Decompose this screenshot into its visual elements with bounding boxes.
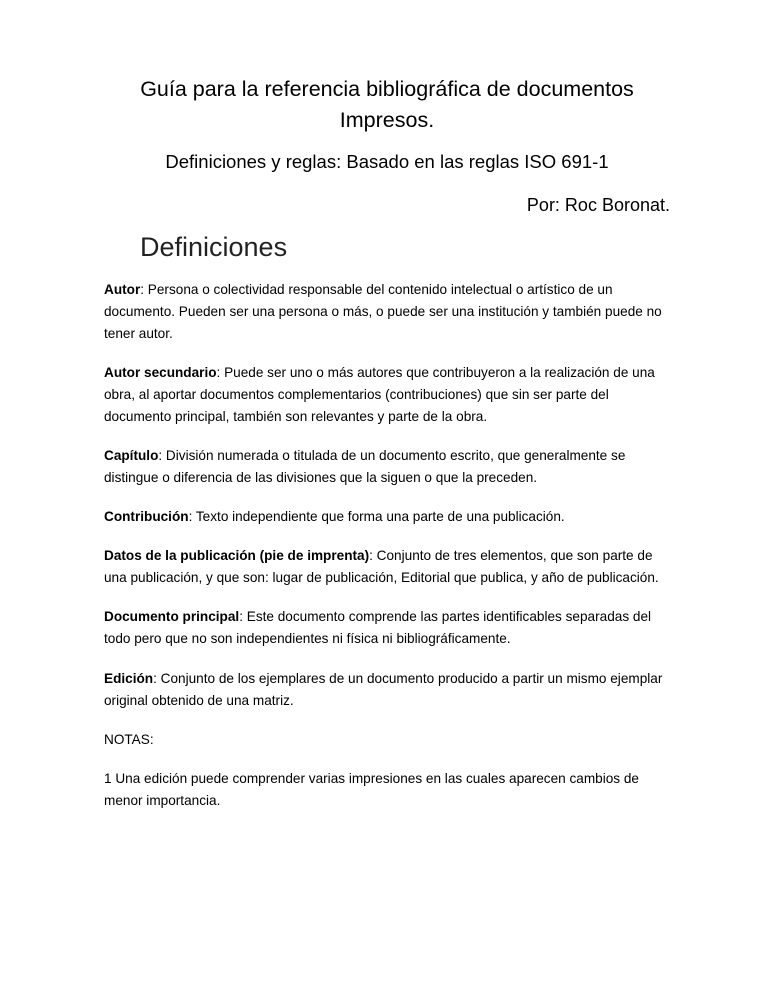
- definition-term: Edición: [104, 670, 154, 686]
- definition-entry: [104, 506, 670, 528]
- definition-text: : Este documento comprende las partes identificables separadas del todo pero que no son independientes ni física ni bibliográficamente.: [104, 609, 652, 647]
- definition-entry: [104, 445, 670, 489]
- definition-entry: [104, 362, 670, 428]
- definition-text: : Conjunto de los ejemplares de un documento producido a partir un mismo ejemplar original obtenido de una matriz.: [104, 670, 663, 708]
- notes-label: [104, 729, 670, 751]
- definition-text: : Texto independiente que forma una parte de una publicación.: [188, 509, 565, 525]
- definition-entry: [104, 545, 670, 589]
- section-heading-definiciones: Definiciones: [140, 232, 288, 263]
- definition-term: Documento principal: [104, 609, 240, 625]
- definition-text: : Puede ser uno o más autores que contribuyeron a la realización de una obra, al aportar documentos complementarios (contribuciones) que sin ser parte del documento principal, también son relevantes y parte de la obra.: [104, 365, 655, 425]
- note-item: [104, 768, 670, 812]
- definition-term: Contribución: [104, 509, 189, 525]
- definition-term: Capítulo: [104, 448, 159, 464]
- definition-term: Autor secundario: [104, 365, 217, 381]
- page-subtitle: Definiciones y reglas: Basado en las reglas ISO 691-1: [165, 151, 609, 173]
- definition-entry: [104, 279, 670, 345]
- definition-term: Autor: [104, 282, 141, 298]
- page-title: Guía para la referencia bibliográfica de documentos Impresos.: [140, 77, 634, 132]
- definition-text: : Persona o colectividad responsable del contenido intelectual o artístico de un documento. Pueden ser una persona o más, o puede ser una institución y también puede no tener autor.: [104, 282, 662, 342]
- definition-entry: [104, 668, 670, 712]
- definition-entry: [104, 606, 670, 650]
- definition-term: Datos de la publicación (pie de imprenta): [104, 548, 370, 564]
- definition-text: : División numerada o titulada de un documento escrito, que generalmente se distingue o diferencia de las divisiones que la siguen o que la preceden.: [104, 448, 626, 486]
- notes-label-text: NOTAS:: [104, 731, 154, 747]
- author-byline: Por: Roc Boronat.: [526, 195, 670, 216]
- note-item-text: 1 Una edición puede comprender varias impresiones en las cuales aparecen cambios de menor importancia.: [104, 770, 639, 808]
- definition-text: : Conjunto de tres elementos, que son parte de una publicación, y que son: lugar de publicación, Editorial que publica, y año de publicación.: [104, 548, 659, 586]
